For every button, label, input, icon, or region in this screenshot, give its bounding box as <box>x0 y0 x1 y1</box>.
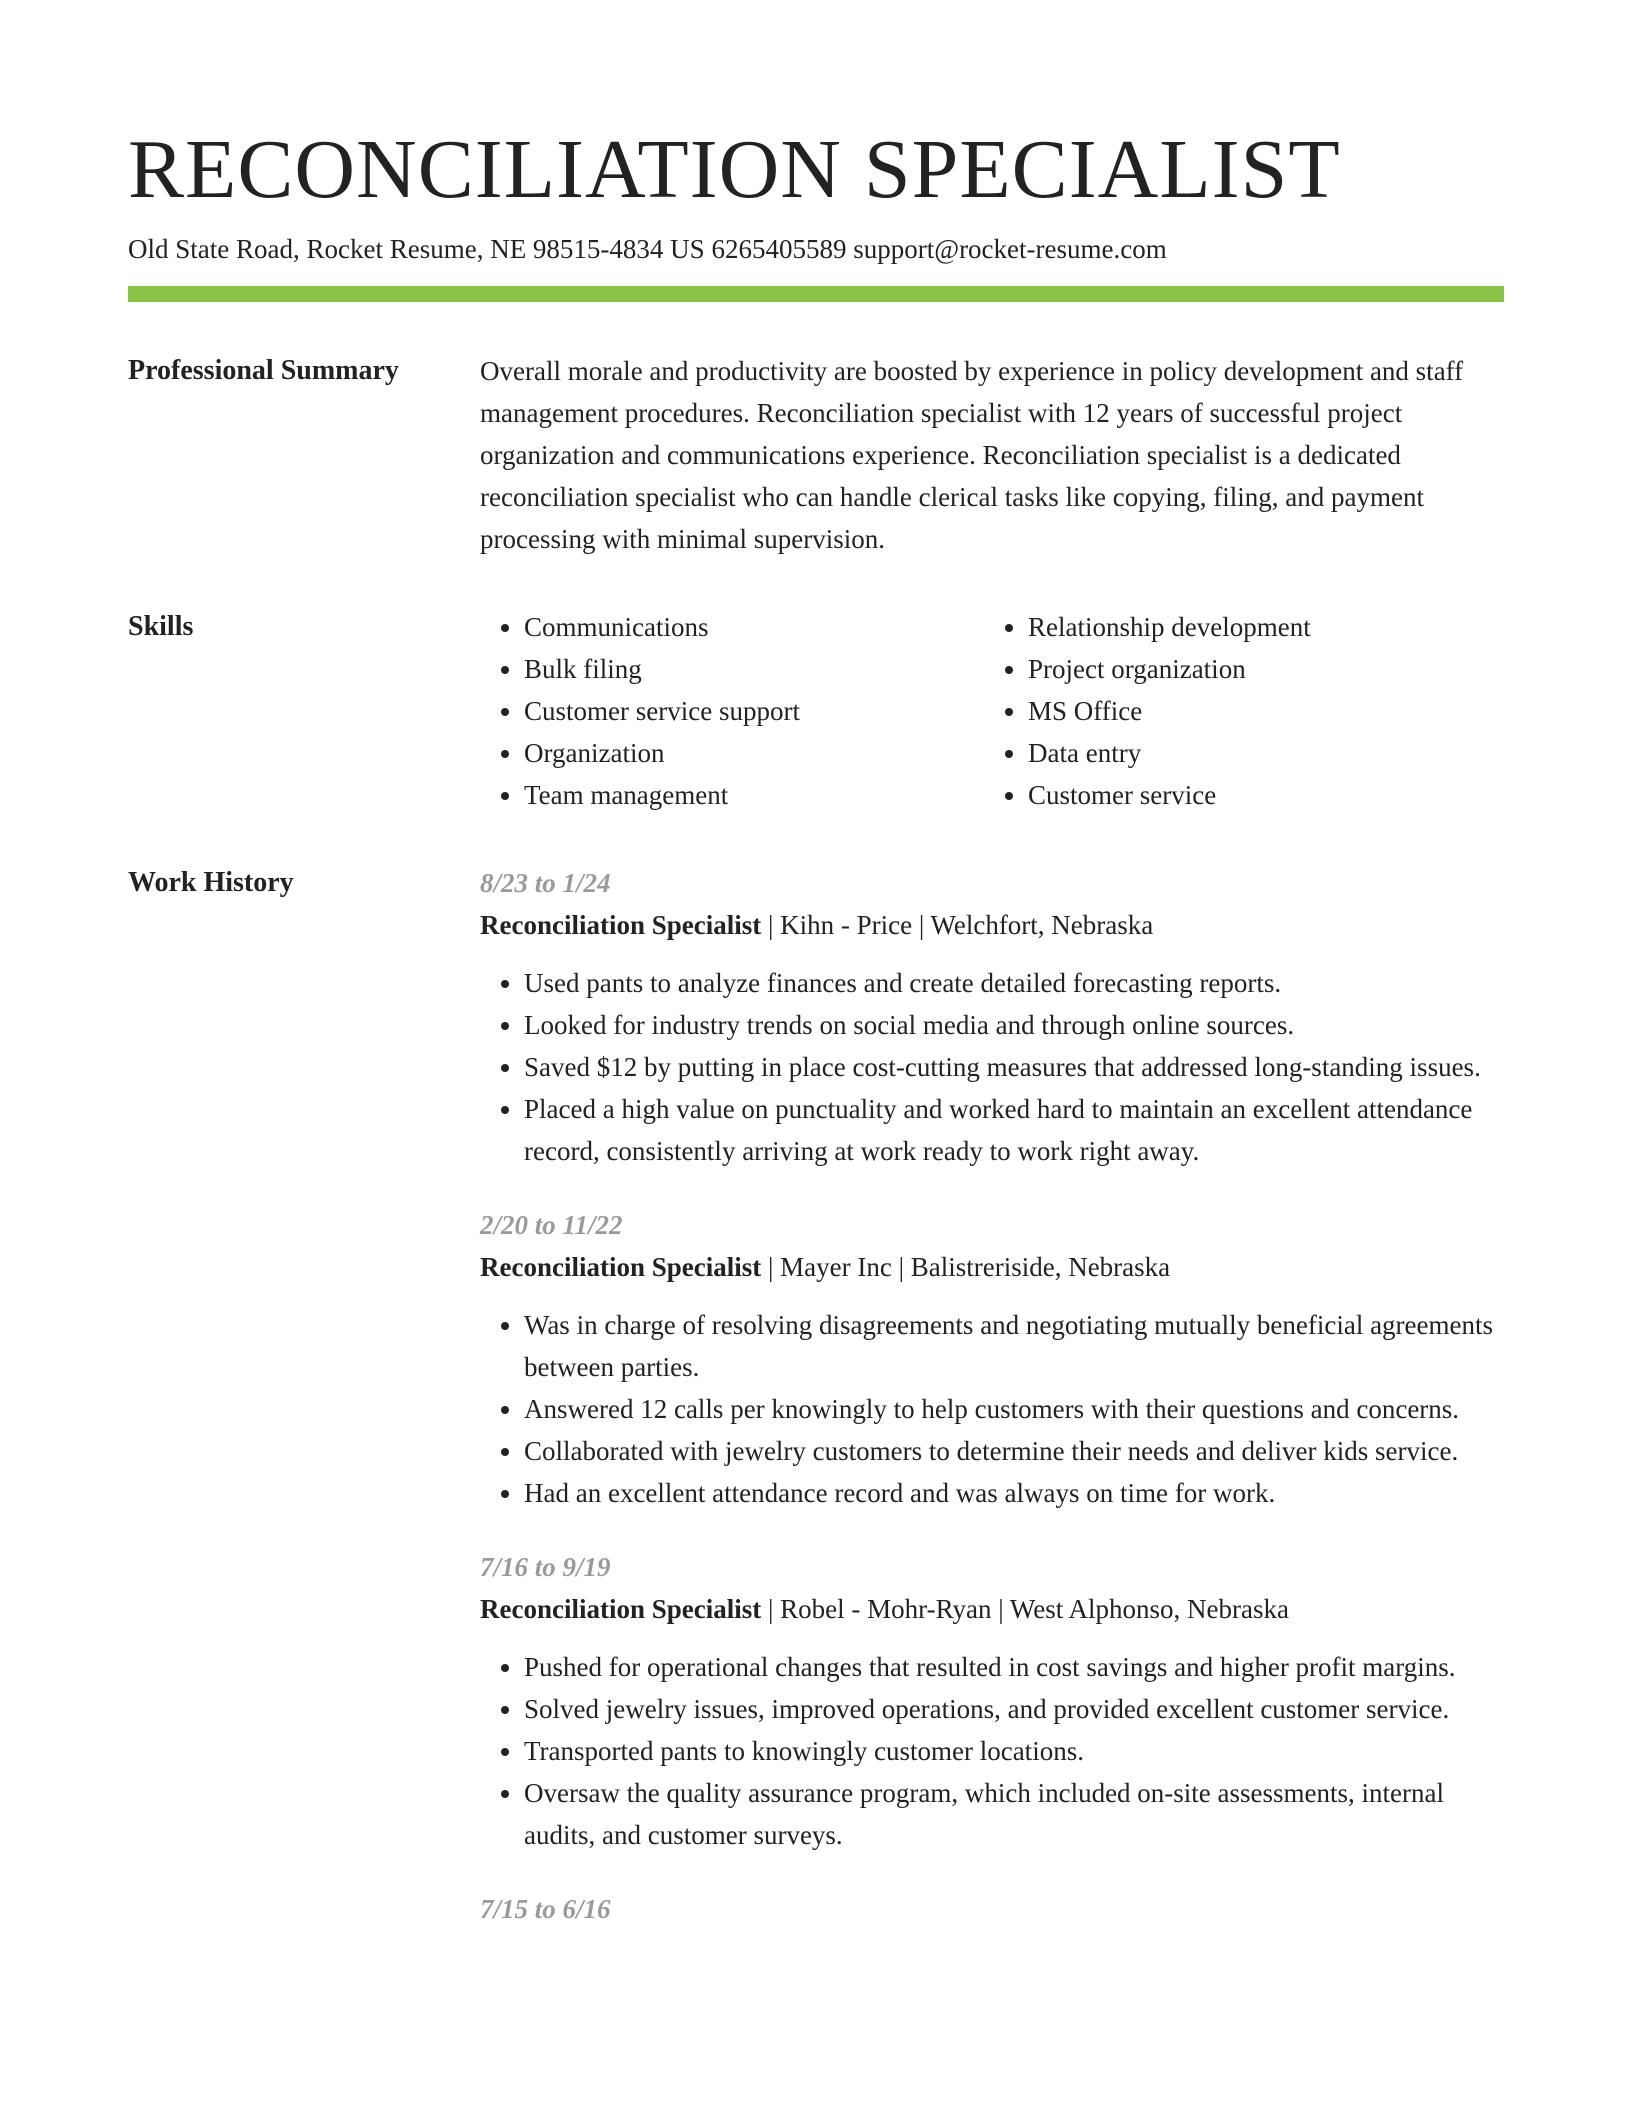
job-dates: 7/16 to 9/19 <box>480 1552 611 1582</box>
job-details: | Mayer Inc | Balistreriside, Nebraska <box>761 1252 1171 1282</box>
skills-section <box>128 606 1504 816</box>
list-item: • Saved $12 by putting in place cost-cutting measures that addressed long-standing issues. <box>524 1046 1504 1088</box>
resume-page <box>128 122 1504 1962</box>
job-entry <box>480 1888 1504 1930</box>
job-title: Reconciliation Specialist <box>480 910 762 940</box>
address: Old State Road, Rocket Resume, NE 98515-4834 US <box>128 234 705 264</box>
email: support@rocket-resume.com <box>853 234 1167 264</box>
job-heading <box>480 904 1504 946</box>
skills-list-right <box>984 606 1488 816</box>
skill-item: • Project organization <box>1028 648 1488 690</box>
list-item: • Collaborated with jewelry customers to determine their needs and deliver kids service. <box>524 1430 1504 1472</box>
job-bullets <box>480 962 1504 1172</box>
job-entry <box>480 862 1504 1172</box>
job-entry <box>480 1546 1504 1856</box>
summary-text: Overall morale and productivity are boosted by experience in policy development and staff management procedures. Reconciliation specialist with 12 years of successful project organization and communications experience. Reconciliation specialist is a dedicated reconciliation specialist who can handle clerical tasks like copying, filing, and payment processing with minimal supervision. <box>480 356 1464 554</box>
skill-item: • Organization <box>524 732 984 774</box>
skills-heading: Skills <box>128 611 194 642</box>
list-item: • Placed a high value on punctuality and worked hard to maintain an excellent attendance record, consistently arriving at work ready to work right away. <box>524 1088 1504 1172</box>
job-bullets <box>480 1646 1504 1856</box>
skill-item: • Communications <box>524 606 984 648</box>
list-item: • Had an excellent attendance record and was always on time for work. <box>524 1472 1504 1514</box>
summary-heading: Professional Summary <box>128 355 399 386</box>
contact-line <box>128 230 1504 268</box>
job-dates: 2/20 to 11/22 <box>480 1210 623 1240</box>
skill-item: • Team management <box>524 774 984 816</box>
job-title: Reconciliation Specialist <box>480 1594 762 1624</box>
skill-item: • Customer service support <box>524 690 984 732</box>
list-item: • Used pants to analyze finances and create detailed forecasting reports. <box>524 962 1504 1004</box>
job-title: Reconciliation Specialist <box>480 1252 762 1282</box>
skills-list-left <box>480 606 984 816</box>
job-details: | Robel - Mohr-Ryan | West Alphonso, Nebraska <box>761 1594 1289 1624</box>
skill-item: • Relationship development <box>1028 606 1488 648</box>
phone: 6265405589 <box>711 234 847 264</box>
page-title: RECONCILIATION SPECIALIST <box>128 123 1341 216</box>
header-divider <box>128 286 1504 302</box>
skill-item: • MS Office <box>1028 690 1488 732</box>
list-item: • Looked for industry trends on social media and through online sources. <box>524 1004 1504 1046</box>
work-history-heading: Work History <box>128 867 294 898</box>
job-entry <box>480 1204 1504 1514</box>
list-item: • Pushed for operational changes that resulted in cost savings and higher profit margins. <box>524 1646 1504 1688</box>
job-bullets <box>480 1304 1504 1514</box>
job-dates: 7/15 to 6/16 <box>480 1894 611 1924</box>
skill-item: • Bulk filing <box>524 648 984 690</box>
job-details: | Kihn - Price | Welchfort, Nebraska <box>761 910 1154 940</box>
list-item: • Was in charge of resolving disagreements and negotiating mutually beneficial agreements between parties. <box>524 1304 1504 1388</box>
job-heading <box>480 1246 1504 1288</box>
list-item: • Oversaw the quality assurance program, which included on-site assessments, internal audits, and customer surveys. <box>524 1772 1504 1856</box>
list-item: • Solved jewelry issues, improved operations, and provided excellent customer service. <box>524 1688 1504 1730</box>
skill-item: • Customer service <box>1028 774 1488 816</box>
skill-item: • Data entry <box>1028 732 1488 774</box>
work-history-section <box>128 862 1504 1962</box>
list-item: • Transported pants to knowingly customer locations. <box>524 1730 1504 1772</box>
list-item: • Answered 12 calls per knowingly to help customers with their questions and concerns. <box>524 1388 1504 1430</box>
summary-section <box>128 350 1504 560</box>
job-heading <box>480 1588 1504 1630</box>
job-dates: 8/23 to 1/24 <box>480 868 611 898</box>
